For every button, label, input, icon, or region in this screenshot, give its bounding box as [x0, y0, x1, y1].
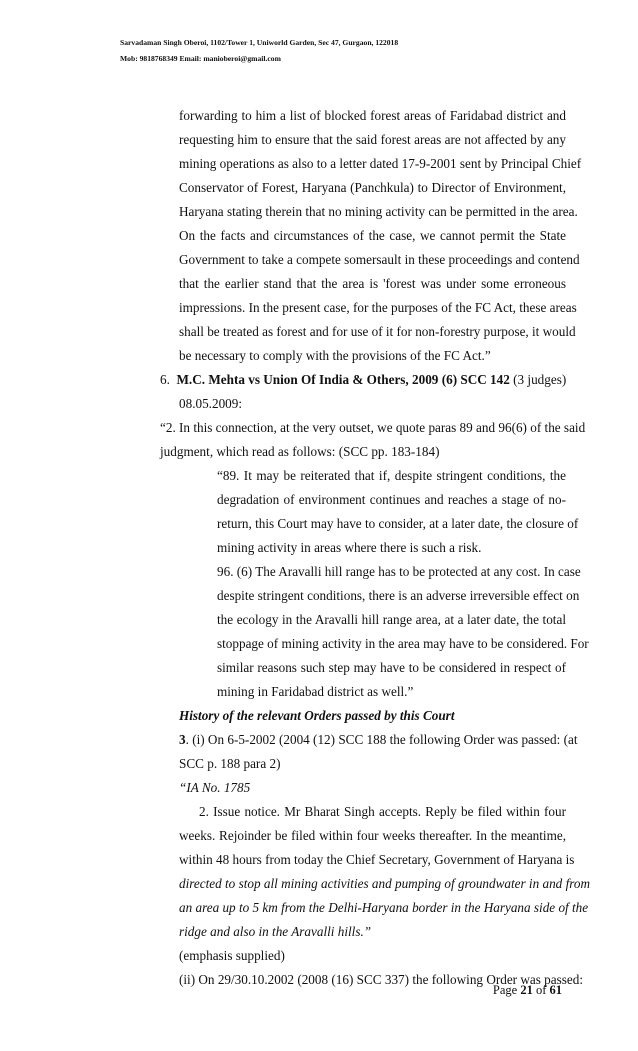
quote-line: forwarding to him a list of blocked forest areas of Faridabad district and [179, 108, 566, 123]
item-number: 6. [160, 372, 170, 387]
inner-quote-line: degradation of environment continues and reaches a stage of no- [217, 492, 566, 507]
letterhead [120, 35, 600, 67]
letterhead-contact: Mob: 9818768349 Email: manioberoi@gmail.com [120, 54, 281, 63]
order-text-line: within 48 hours from today the Chief Secretary, Government of Haryana is [179, 852, 575, 867]
inner-quote-line: similar reasons such step may have to be considered in respect of [217, 660, 566, 675]
inner-quote-line: despite stringent conditions, there is an adverse irreversible effect on [217, 588, 580, 603]
emphasized-line: an area up to 5 km from the Delhi-Haryana border in the Haryana side of the [179, 900, 589, 915]
quote-line: that the earlier stand that the area is 'forest was under some erroneous [179, 276, 566, 291]
quote-line: impressions. In the present case, for the purposes of the FC Act, these areas [179, 300, 577, 315]
order-text-line: 2. Issue notice. Mr Bharat Singh accepts. Reply be filed within four [199, 804, 566, 819]
quote-line: requesting him to ensure that the said forest areas are not affected by any [179, 132, 566, 147]
case-citation: M.C. Mehta vs Union Of India & Others, 2009 (6) SCC 142 [176, 372, 510, 387]
quote-line: On the facts and circumstances of the case, we cannot permit the State [179, 228, 566, 243]
inner-quote-line: mining activity in areas where there is such a risk. [217, 540, 482, 555]
inner-quote-line: mining in Faridabad district as well.” [217, 684, 414, 699]
order-line: 3. (i) On 6-5-2002 (2004 (12) SCC 188 the following Order was passed: (at [179, 732, 578, 747]
order-number: 3 [179, 732, 186, 747]
quote-line: Conservator of Forest, Haryana (Panchkula) to Director of Environment, [179, 180, 566, 195]
inner-quote-line: return, this Court may have to consider, at a later date, the closure of [217, 516, 579, 531]
quote-line: Government to take a compete somersault in these proceedings and contend [179, 252, 580, 267]
emphasized-line: directed to stop all mining activities and pumping of groundwater in and from [179, 876, 590, 891]
order-line: (ii) On 29/30.10.2002 (2008 (16) SCC 337) the following Order was passed: [179, 972, 584, 987]
quote-line: shall be treated as forest and for use of it for non-forestry purpose, it would [179, 324, 576, 339]
para-line: “2. In this connection, at the very outset, we quote paras 89 and 96(6) of the said [160, 420, 586, 435]
quote-line: Haryana stating therein that no mining activity can be permitted in the area. [179, 204, 578, 219]
para-line: judgment, which read as follows: (SCC pp. 183-184) [160, 444, 440, 459]
letterhead-address: Sarvadaman Singh Oberoi, 1102/Tower 1, Uniworld Garden, Sec 47, Gurgaon, 122018 [120, 38, 399, 47]
emphasis-note: (emphasis supplied) [179, 948, 285, 963]
order-line: SCC p. 188 para 2) [179, 756, 281, 771]
quote-line: mining operations as also to a letter dated 17-9-2001 sent by Principal Chief [179, 156, 582, 171]
inner-quote-line: the ecology in the Aravalli hill range area, at a later date, the total [217, 612, 566, 627]
case-citation-heading [160, 368, 566, 392]
judges-count: (3 judges) [513, 372, 567, 387]
order-text-line: weeks. Rejoinder be filed within four weeks thereafter. In the meantime, [179, 828, 566, 843]
inner-quote-line: 96. (6) The Aravalli hill range has to be protected at any cost. In case [217, 564, 581, 579]
emphasized-line: ridge and also in the Aravalli hills.” [179, 924, 372, 939]
ia-number: “IA No. 1785 [179, 780, 251, 795]
inner-quote-line: “89. It may be reiterated that if, despite stringent conditions, the [217, 468, 566, 483]
page-number: Page 21 of 61 [492, 983, 562, 997]
quote-line: be necessary to comply with the provisions of the FC Act.” [179, 348, 491, 363]
section-heading: History of the relevant Orders passed by this Court [179, 708, 455, 723]
case-date: 08.05.2009: [179, 396, 243, 411]
inner-quote-line: stoppage of mining activity in the area may have to be considered. For [217, 636, 589, 651]
